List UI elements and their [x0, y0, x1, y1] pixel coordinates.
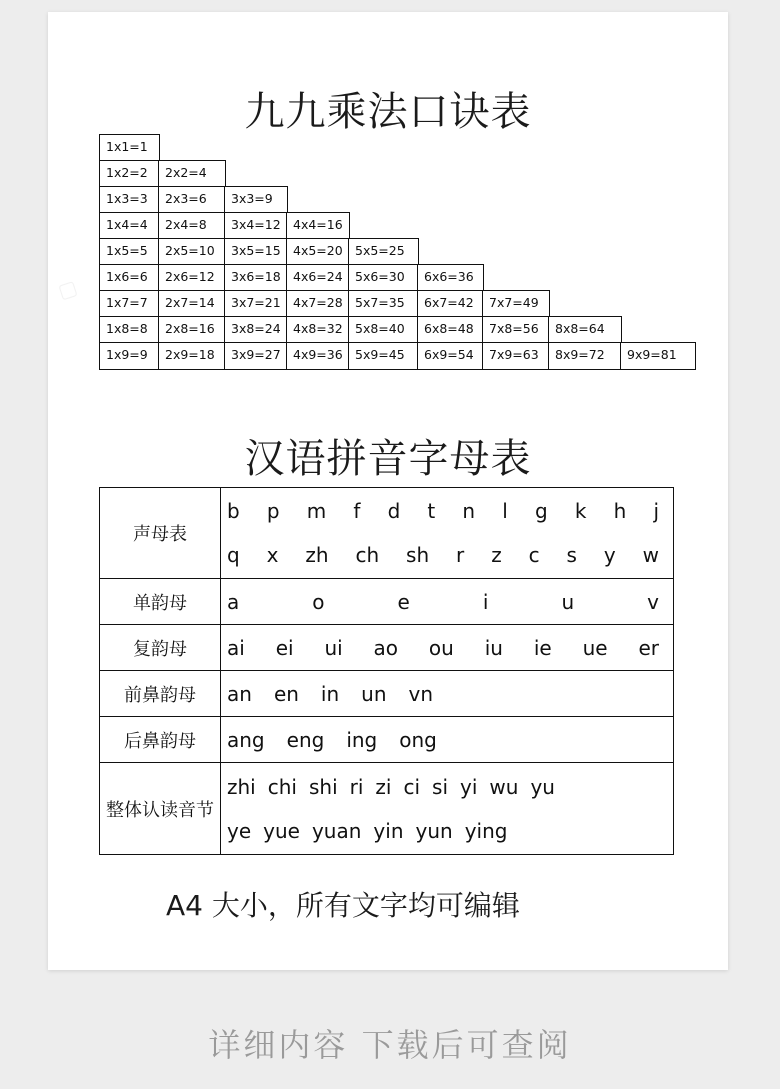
- pinyin-symbol: l: [502, 499, 508, 523]
- pinyin-symbol: si: [432, 774, 449, 799]
- multiplication-cell: 1x4=4: [99, 212, 160, 240]
- pinyin-symbol: chi: [267, 774, 297, 799]
- multiplication-cell: 3x9=27: [224, 342, 288, 370]
- pinyin-row-label: 复韵母: [100, 625, 221, 671]
- multiplication-cell: 5x8=40: [348, 316, 419, 344]
- multiplication-cell: 7x9=63: [482, 342, 550, 370]
- pinyin-row-content: [221, 579, 674, 625]
- multiplication-cell: 4x5=20: [286, 238, 350, 266]
- pinyin-symbol: k: [574, 499, 587, 523]
- pinyin-symbol: ui: [324, 635, 343, 660]
- pinyin-symbol: sh: [406, 543, 430, 567]
- pinyin-title: 汉语拼音字母表: [244, 436, 532, 482]
- pinyin-symbol: i: [482, 589, 489, 614]
- pinyin-symbol: ing: [346, 727, 378, 752]
- multiplication-cell: 2x6=12: [158, 264, 226, 292]
- pinyin-symbol: e: [397, 589, 410, 614]
- multiplication-cell: 3x3=9: [224, 186, 288, 214]
- pinyin-symbol: p: [266, 499, 280, 523]
- pinyin-symbol: m: [306, 499, 327, 523]
- pinyin-symbol: d: [387, 499, 401, 523]
- multiplication-cell: 1x1=1: [99, 134, 160, 162]
- footer-caption: 详细内容 下载后可查阅: [208, 1026, 572, 1064]
- multiplication-cell: 2x5=10: [158, 238, 226, 266]
- pinyin-symbol: v: [647, 589, 659, 614]
- pinyin-row: [100, 763, 674, 855]
- multiplication-cell: 5x7=35: [348, 290, 419, 318]
- pinyin-symbol: f: [353, 499, 361, 523]
- pinyin-symbol: yi: [460, 774, 478, 799]
- pinyin-symbol: ie: [533, 635, 552, 660]
- pinyin-symbol: c: [528, 543, 540, 567]
- multiplication-cell: 1x3=3: [99, 186, 160, 214]
- pinyin-symbol: x: [266, 543, 279, 567]
- multiplication-cell: 3x4=12: [224, 212, 288, 240]
- pinyin-symbol: ao: [373, 635, 399, 660]
- multiplication-cell: 3x7=21: [224, 290, 288, 318]
- pinyin-symbol: ou: [428, 635, 454, 660]
- pinyin-line: [227, 718, 673, 762]
- pinyin-symbol: ai: [227, 635, 245, 660]
- multiplication-cell: 7x8=56: [482, 316, 550, 344]
- pinyin-symbol: t: [427, 499, 436, 523]
- pinyin-symbol: q: [227, 543, 240, 567]
- pinyin-symbol: eng: [286, 727, 325, 752]
- pinyin-symbol: zh: [305, 543, 329, 567]
- pinyin-symbol: shi: [308, 774, 338, 799]
- pinyin-symbol: an: [227, 681, 252, 706]
- pinyin-symbol: a: [227, 589, 240, 614]
- multiplication-cell: 4x6=24: [286, 264, 350, 292]
- pinyin-line: [227, 809, 673, 853]
- editable-note: A4 大小，所有文字均可编辑: [166, 889, 520, 922]
- pinyin-symbol: wu: [489, 774, 519, 799]
- pinyin-symbol: en: [273, 681, 299, 706]
- multiplication-cell: 4x7=28: [286, 290, 350, 318]
- multiplication-cell: 2x3=6: [158, 186, 226, 214]
- pinyin-symbol: yuan: [311, 818, 362, 843]
- pinyin-symbol: s: [566, 543, 577, 567]
- multiplication-cell: 8x8=64: [548, 316, 622, 344]
- multiplication-cell: 2x9=18: [158, 342, 226, 370]
- pinyin-row: [100, 488, 674, 579]
- pinyin-row-content: [221, 763, 674, 855]
- multiplication-cell: 3x5=15: [224, 238, 288, 266]
- pinyin-symbol: o: [312, 589, 325, 614]
- pinyin-line: [227, 533, 673, 577]
- multiplication-cell: 1x2=2: [99, 160, 160, 188]
- pinyin-symbol: zi: [375, 774, 392, 799]
- pinyin-symbol: ang: [227, 727, 265, 752]
- pinyin-line: [227, 765, 673, 809]
- pinyin-symbol: ying: [464, 818, 508, 843]
- multiplication-cell: 4x4=16: [286, 212, 350, 240]
- multiplication-cell: 2x4=8: [158, 212, 226, 240]
- pinyin-row-label: 前鼻韵母: [100, 671, 221, 717]
- pinyin-line: [227, 580, 673, 624]
- pinyin-symbol: j: [653, 499, 659, 523]
- pinyin-symbol: r: [456, 543, 465, 567]
- multiplication-cell: 6x8=48: [417, 316, 484, 344]
- pinyin-line: [227, 489, 673, 533]
- multiplication-cell: 3x8=24: [224, 316, 288, 344]
- pinyin-symbol: zhi: [227, 774, 256, 799]
- pinyin-row: [100, 671, 674, 717]
- pinyin-symbol: yun: [415, 818, 453, 843]
- multiplication-cell: 9x9=81: [620, 342, 696, 370]
- pinyin-line: [227, 672, 673, 716]
- pinyin-symbol: yue: [263, 818, 300, 843]
- pinyin-symbol: ye: [227, 818, 252, 843]
- multiplication-cell: 5x6=30: [348, 264, 419, 292]
- document-page: [48, 12, 728, 970]
- pinyin-symbol: in: [320, 681, 340, 706]
- pinyin-table: [99, 487, 674, 855]
- pinyin-symbol: ong: [399, 727, 437, 752]
- pinyin-row-content: [221, 671, 674, 717]
- multiplication-cell: 1x7=7: [99, 290, 160, 318]
- multiplication-cell: 4x9=36: [286, 342, 350, 370]
- pinyin-row-label: 整体认读音节: [100, 763, 221, 855]
- pinyin-symbol: er: [638, 635, 659, 660]
- pinyin-row-label: 后鼻韵母: [100, 717, 221, 763]
- multiplication-cell: 3x6=18: [224, 264, 288, 292]
- pinyin-row: [100, 717, 674, 763]
- pinyin-symbol: ri: [349, 774, 364, 799]
- multiplication-cell: 5x9=45: [348, 342, 419, 370]
- pinyin-symbol: yin: [373, 818, 404, 843]
- multiplication-cell: 2x7=14: [158, 290, 226, 318]
- multiplication-cell: 4x8=32: [286, 316, 350, 344]
- pinyin-symbol: yu: [530, 774, 555, 799]
- pinyin-row-label: 单韵母: [100, 579, 221, 625]
- multiplication-cell: 1x8=8: [99, 316, 160, 344]
- pinyin-line: [227, 626, 673, 670]
- multiplication-cell: 7x7=49: [482, 290, 550, 318]
- multiplication-cell: 5x5=25: [348, 238, 419, 266]
- multiplication-title: 九九乘法口诀表: [244, 89, 532, 135]
- multiplication-cell: 8x9=72: [548, 342, 622, 370]
- pinyin-symbol: n: [462, 499, 476, 523]
- pinyin-row-content: [221, 488, 674, 579]
- multiplication-cell: 6x7=42: [417, 290, 484, 318]
- pinyin-symbol: un: [361, 681, 387, 706]
- multiplication-cell: 1x6=6: [99, 264, 160, 292]
- pinyin-symbol: b: [227, 499, 240, 523]
- pinyin-row: [100, 579, 674, 625]
- pinyin-symbol: ue: [582, 635, 608, 660]
- multiplication-cell: 6x9=54: [417, 342, 484, 370]
- pinyin-symbol: z: [491, 543, 502, 567]
- pinyin-row-label: 声母表: [100, 488, 221, 579]
- pinyin-symbol: g: [534, 499, 548, 523]
- multiplication-cell: 6x6=36: [417, 264, 484, 292]
- multiplication-cell: 2x8=16: [158, 316, 226, 344]
- pinyin-row-content: [221, 717, 674, 763]
- pinyin-symbol: u: [561, 589, 575, 614]
- multiplication-cell: 1x9=9: [99, 342, 160, 370]
- watermark: ▢: [54, 274, 81, 304]
- pinyin-symbol: ci: [403, 774, 421, 799]
- pinyin-symbol: h: [613, 499, 627, 523]
- pinyin-symbol: vn: [408, 681, 434, 706]
- pinyin-symbol: y: [603, 543, 616, 567]
- pinyin-row-content: [221, 625, 674, 671]
- pinyin-symbol: ei: [275, 635, 294, 660]
- pinyin-row: [100, 625, 674, 671]
- multiplication-cell: 2x2=4: [158, 160, 226, 188]
- pinyin-symbol: w: [642, 543, 659, 567]
- pinyin-symbol: ch: [355, 543, 380, 567]
- pinyin-symbol: iu: [484, 635, 503, 660]
- multiplication-cell: 1x5=5: [99, 238, 160, 266]
